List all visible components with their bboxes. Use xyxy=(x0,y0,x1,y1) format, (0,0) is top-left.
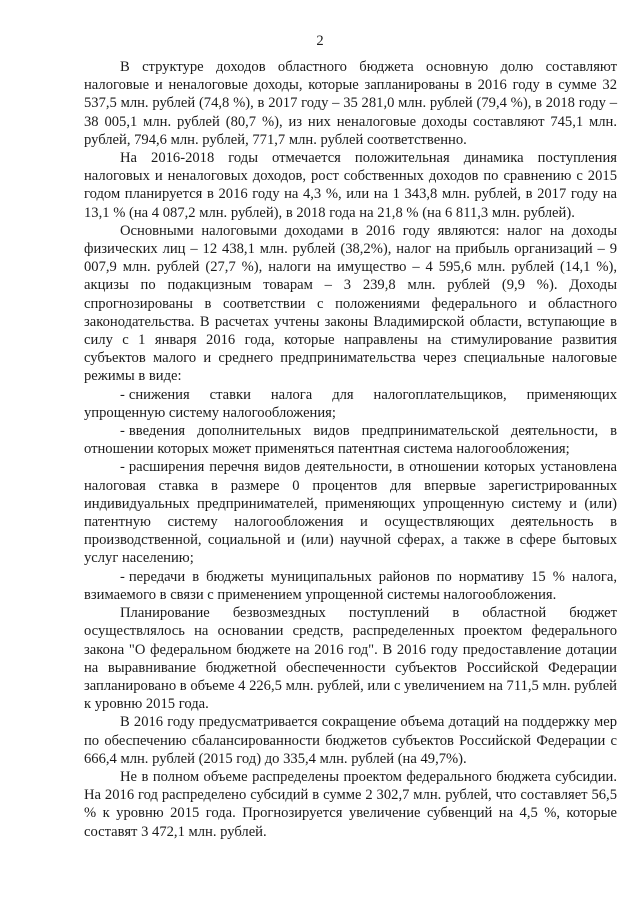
list-item-text: введения дополнительных видов предпринимательской деятельности, в отношении которых может применяться патентная система налогообложения; xyxy=(84,423,617,458)
list-item xyxy=(84,458,617,567)
document-body xyxy=(84,58,617,841)
list-item xyxy=(84,422,617,458)
list-item-text: расширения перечня видов деятельности, в отношении которых установлена налоговая ставка в размере 0 процентов для впервые зарегистрированных индивидуальных предпринимателей, применяющих упрощенную систему и (или) патентную систему налогообложения и осуществляющих деятельность в производственной, социальной и (или) научной сферах, а также в сфере бытовых услуг населению; xyxy=(84,459,617,567)
paragraph-main-tax-revenues: Основными налоговыми доходами в 2016 году являются: налог на доходы физических лиц – 12 438,1 млн. рублей (38,2%), налог на прибыль организаций – 9 007,9 млн. рублей (27,7 %), налоги на имущество – 4 595,6 млн. рублей (14,1 %), акцизы по подакцизным товарам – 3 239,8 млн. рублей (9,9 %). Доходы спрогнозированы в соответствии с положениями федерального и областного законодательства. В расчетах учтены законы Владимирской области, вступающие в силу с 1 января 2016 года, которые направлены на стимулирование развития субъектов малого и среднего предпринимательства через специальные налоговые режимы в виде: xyxy=(84,222,617,385)
page-number: 2 xyxy=(316,33,324,49)
paragraph-subsidy-reduction: В 2016 году предусматривается сокращение объема дотаций на поддержку мер по обеспечению сбалансированности бюджетов субъектов Российской Федерации с 666,4 млн. рублей (2015 год) до 335,4 млн. рублей (на 49,7%). xyxy=(84,714,617,767)
list-item-text: снижения ставки налога для налогоплательщиков, применяющих упрощенную систему налогообложения; xyxy=(84,386,617,421)
list-item-text: передачи в бюджеты муниципальных районов по нормативу 15 % налога, взимаемого в связи с применением упрощенной системы налогообложения. xyxy=(84,568,617,603)
paragraph-subsidies-subventions: Не в полном объеме распределены проектом федерального бюджета субсидии. На 2016 год распределено субсидий в сумме 2 302,7 млн. рублей, что составляет 56,5 % к уровню 2015 года. Прогнозируется увеличение субвенций на 4,5 %, которые составят 3 472,1 млн. рублей. xyxy=(84,768,617,840)
list-item xyxy=(84,386,617,422)
list-dash: - xyxy=(120,386,125,403)
list-item xyxy=(84,568,617,604)
list-dash: - xyxy=(120,459,125,476)
list-dash: - xyxy=(120,568,125,585)
paragraph-revenue-dynamics: На 2016-2018 годы отмечается положительная динамика поступления налоговых и неналоговых доходов, рост собственных доходов по сравнению с 2015 годом планируется в 2016 году на 4,3 %, или на 1 343,8 млн. рублей, в 2017 году на 13,1 % (на 4 087,2 млн. рублей), в 2018 года на 21,8 % (на 6 811,3 млн. рублей). xyxy=(84,150,617,221)
list-dash: - xyxy=(120,423,125,440)
tax-regime-list xyxy=(84,386,617,604)
paragraph-gratuitous-receipts: Планирование безвозмездных поступлений в областной бюджет осуществлялось на основании средств, распределенных проектом федерального закона "О федеральном бюджете на 2016 год". В 2016 году предоставление дотации на выравнивание бюджетной обеспеченности субъектов Российской Федерации запланировано в объеме 4 226,5 млн. рублей, или с увеличением на 711,5 млн. рублей к уровню 2015 года. xyxy=(84,605,617,713)
paragraph-revenue-structure: В структуре доходов областного бюджета основную долю составляют налоговые и неналоговые доходы, которые запланированы в 2016 году в сумме 32 537,5 млн. рублей (74,8 %), в 2017 году – 35 281,0 млн. рублей (79,4 %), в 2018 году – 38 005,1 млн. рублей (80,7 %), из них неналоговые доходы составляют 745,1 млн. рублей, 794,6 млн. рублей, 771,7 млн. рублей соответственно. xyxy=(84,59,617,148)
